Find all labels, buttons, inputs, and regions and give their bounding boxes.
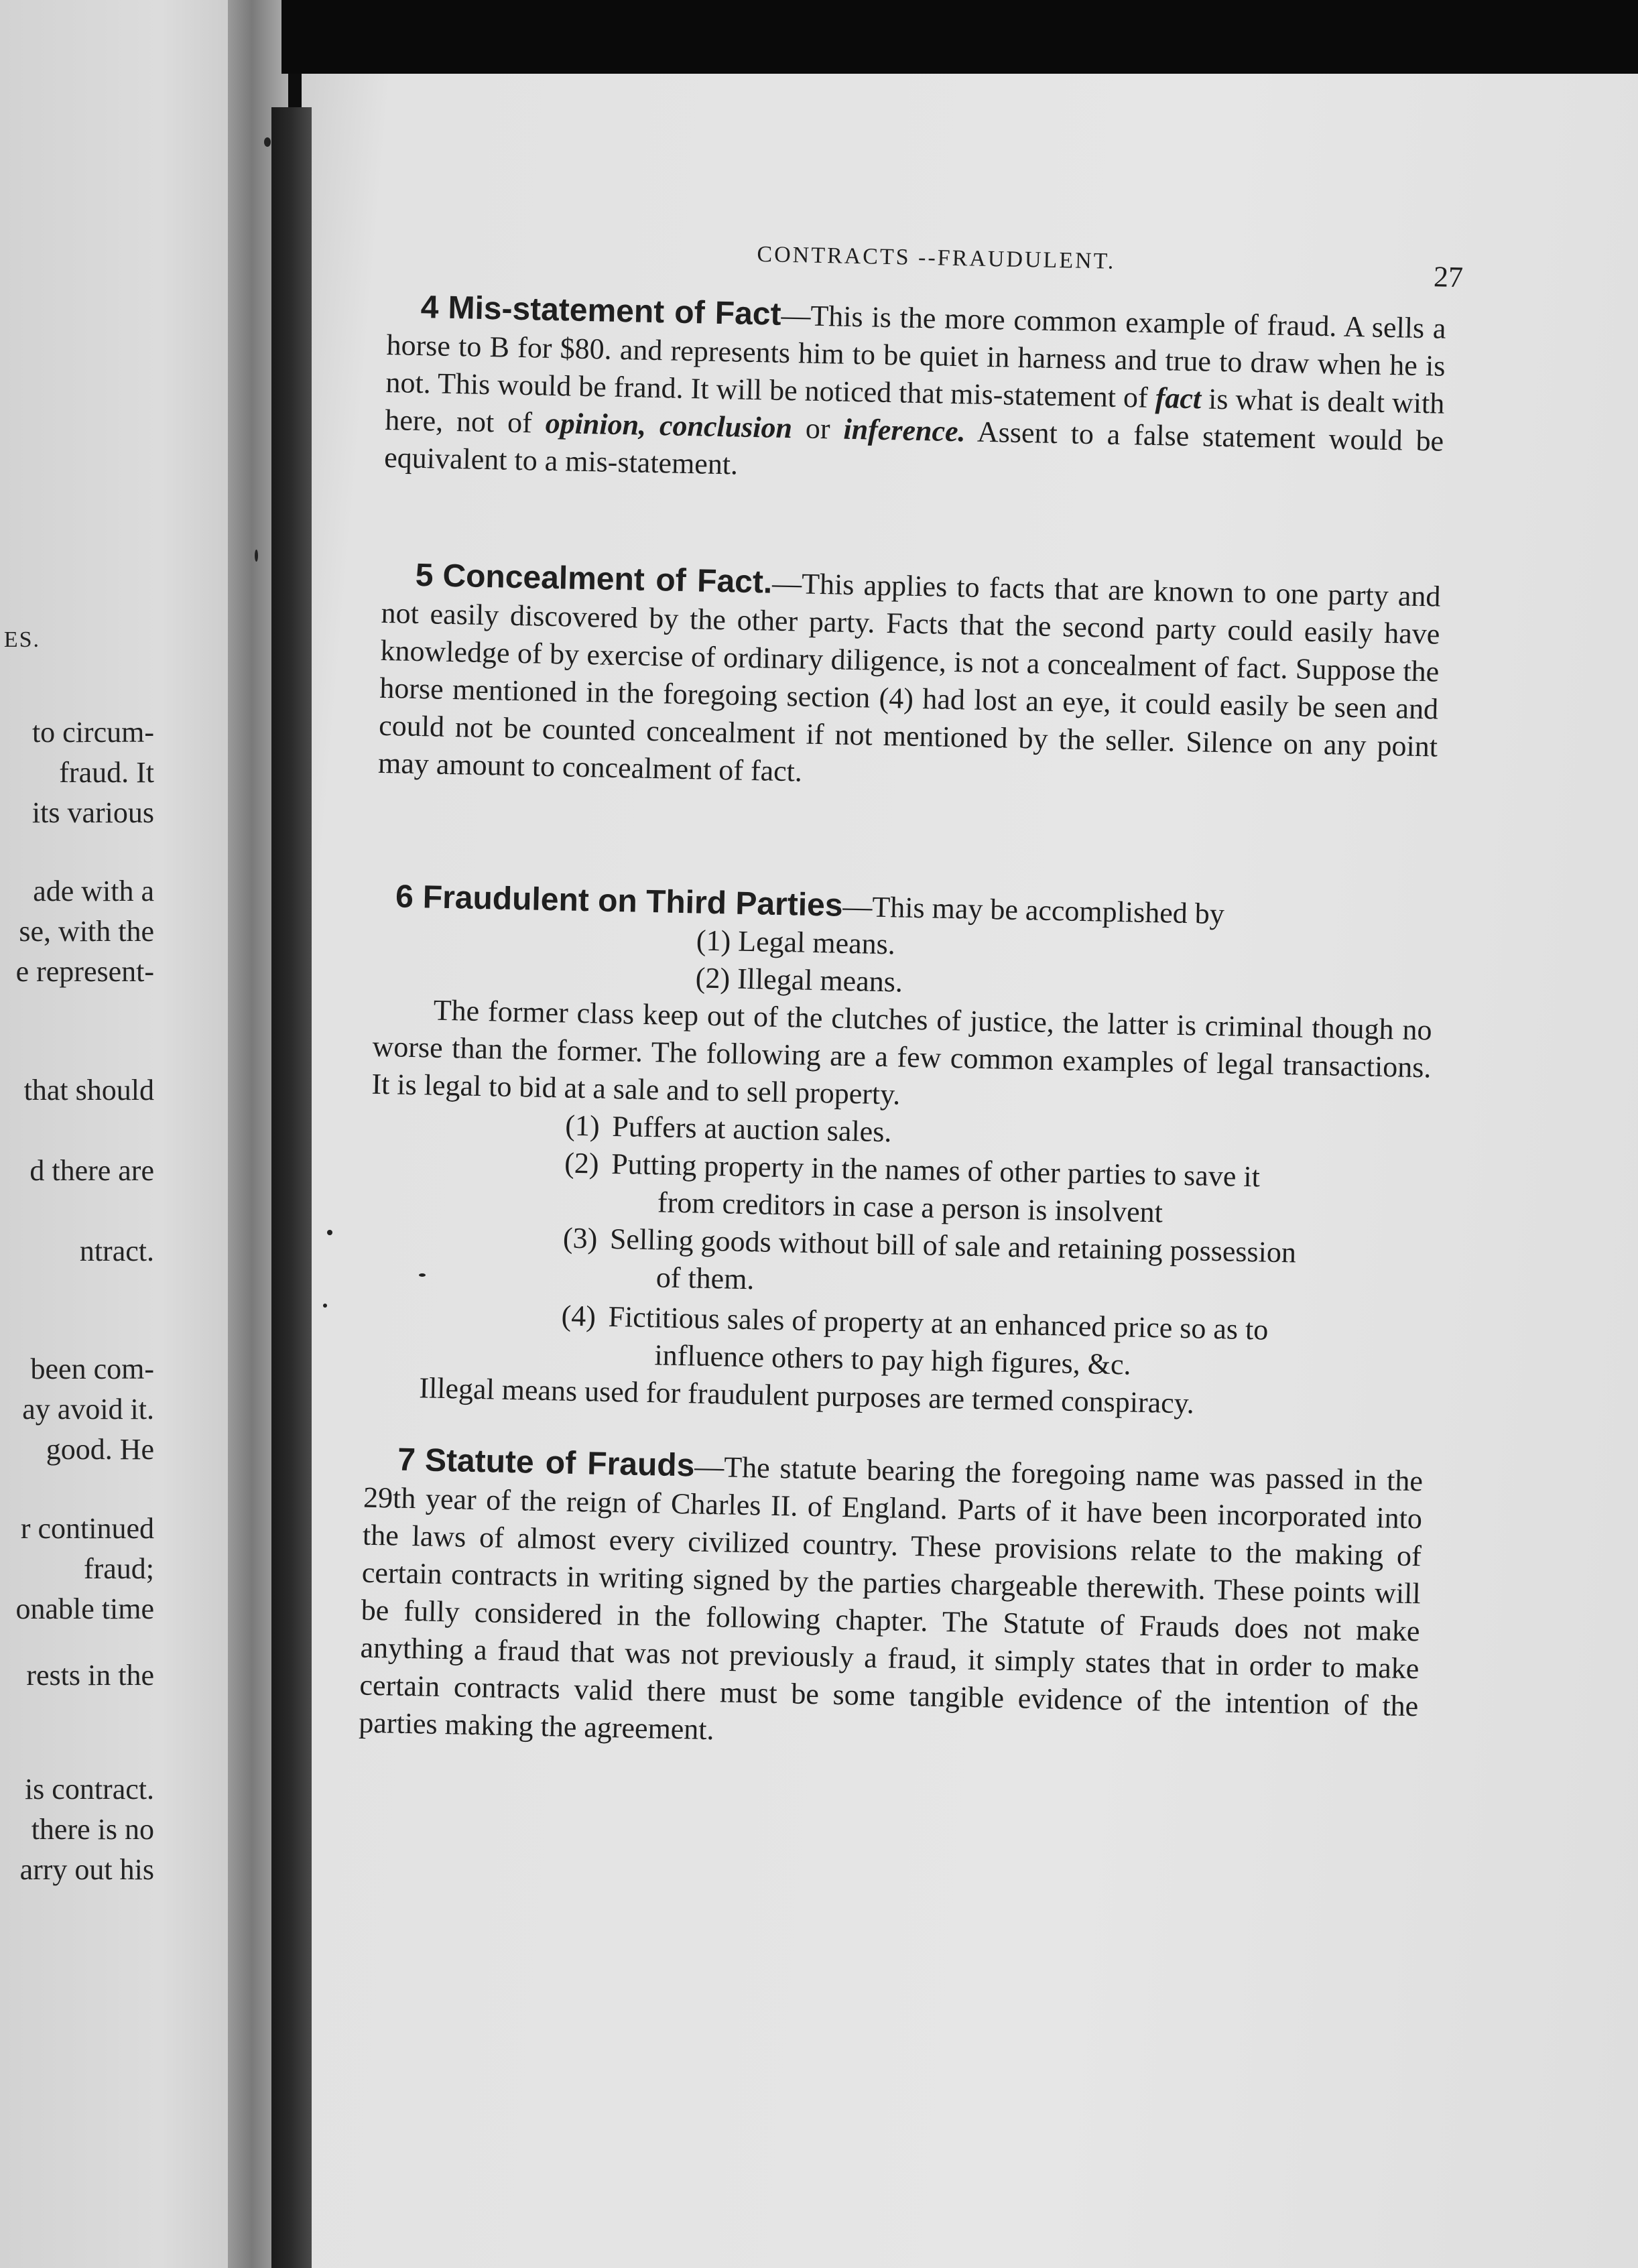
left-line: fraud;	[83, 1552, 154, 1585]
section-number: 6	[395, 879, 414, 915]
example-text-cont: influence others to pay high figures, &c.	[654, 1338, 1132, 1381]
left-line: d there are	[29, 1154, 154, 1187]
example-text: Selling goods without bill of sale and retaining possession	[609, 1222, 1297, 1269]
section-heading: Mis-statement of Fact	[447, 290, 782, 332]
section-6-closing: Illegal means used for fraudulent purposes are termed conspiracy.	[418, 1371, 1195, 1420]
left-line: onable time	[15, 1592, 154, 1625]
ink-speck	[264, 137, 271, 147]
ink-speck	[255, 550, 258, 562]
section-7	[359, 1441, 1424, 1763]
section-text: —This may be accomplished by	[842, 889, 1225, 931]
example-label: (4)	[561, 1299, 596, 1333]
section-text: Assent to a false statement would be equivalent to a mis-statement.	[383, 415, 1444, 481]
left-line: fraud. It	[59, 756, 154, 789]
section-text: —This applies to facts that are known to one party and not easily discovered by the other party. Facts that the second party could easily have knowledge of by exercise of ordinary diligence, is not a concealment of fact. Suppose the horse mentioned in the foregoing section (4) had lost an eye, it could easily be seen and could not be counted concealment if not mentioned by the seller. Silence on any point may amount to concealment of fact.	[377, 566, 1441, 788]
section-number: 7	[397, 1442, 416, 1478]
example-label: (2)	[564, 1146, 600, 1180]
example-label: (1)	[564, 1109, 601, 1143]
section-heading: Fraudulent on Third Parties	[422, 879, 843, 924]
emphasis-opinion: opinion, conclusion	[545, 406, 793, 445]
ink-speck	[323, 1304, 327, 1308]
left-line: to circum-	[32, 716, 154, 749]
section-4	[384, 288, 1446, 498]
left-line: good. He	[46, 1433, 154, 1466]
example-text: Putting property in the names of other parties to save it	[611, 1147, 1261, 1194]
section-5	[378, 556, 1441, 804]
left-line: ay avoid it.	[22, 1393, 154, 1426]
ink-speck	[419, 1273, 426, 1277]
section-6-body: The former class keep out of the clutches of justice, the latter is criminal though no worse than the former. The following are a few common examples of legal transactions. It is legal to bid at a sale and to sell property.	[371, 993, 1432, 1111]
left-line: that should	[23, 1074, 154, 1107]
section-text: is what is dealt with here, not of	[384, 382, 1445, 440]
section-number: 4	[420, 289, 440, 326]
left-line: ade with a	[33, 875, 154, 907]
left-line: se, with the	[19, 915, 154, 948]
left-line: there is no	[31, 1813, 154, 1846]
gutter-shadow	[271, 107, 312, 2268]
ink-speck	[327, 1230, 332, 1235]
section-text: —This is the more common example of fraud. A sells a horse to B for $80. and represents him to be quiet in harness and true to draw when he is not. This would be frand. It will be noticed that mis-statement of	[385, 298, 1446, 414]
section-heading: Concealment of Fact.	[442, 558, 773, 601]
example-text-cont: from creditors in case a person is insolvent	[657, 1186, 1163, 1229]
section-number: 5	[415, 557, 434, 594]
left-line: is contract.	[24, 1773, 154, 1806]
left-line: ES.	[3, 627, 40, 652]
running-head: CONTRACTS --FRAUDULENT.	[757, 242, 1116, 274]
left-line: rests in the	[26, 1659, 154, 1692]
left-line: arry out his	[19, 1853, 154, 1886]
left-line: ntract.	[79, 1235, 154, 1267]
means-item: (2) Illegal means.	[695, 961, 903, 999]
page-number: 27	[1433, 260, 1464, 294]
section-text: —The statute bearing the foregoing name was passed in the 29th year of the reign of Charles II. of England. Parts of it have been incorporated into the laws of almost every civilized country. These provisions relate to the making of certain contracts in writing signed by the parties chargeable therewith. These points will be fully considered in the following chapter. The Statute of Frauds does not make anything a fraud that was not previously a fraud, it simply states that in order to make certain contracts valid there must be some tangible evidence of the intention of the parties making the agreement.	[358, 1450, 1424, 1747]
example-text-cont: of them.	[655, 1261, 755, 1296]
emphasis-inference: inference.	[843, 412, 966, 448]
example-text: Fictitious sales of property at an enhanced price so as to	[608, 1300, 1269, 1346]
scan-border	[281, 0, 1638, 74]
left-line: e represent-	[15, 955, 154, 988]
left-line: been com-	[30, 1352, 154, 1385]
means-item: (1) Legal means.	[696, 924, 896, 961]
left-line: its various	[32, 796, 154, 829]
section-heading: Statute of Frauds	[424, 1442, 695, 1484]
left-line: r continued	[20, 1512, 154, 1545]
emphasis-fact: fact	[1155, 381, 1202, 416]
example-label: (3)	[562, 1221, 598, 1255]
example-text: Puffers at auction sales.	[611, 1109, 892, 1149]
section-text: or	[792, 412, 844, 446]
